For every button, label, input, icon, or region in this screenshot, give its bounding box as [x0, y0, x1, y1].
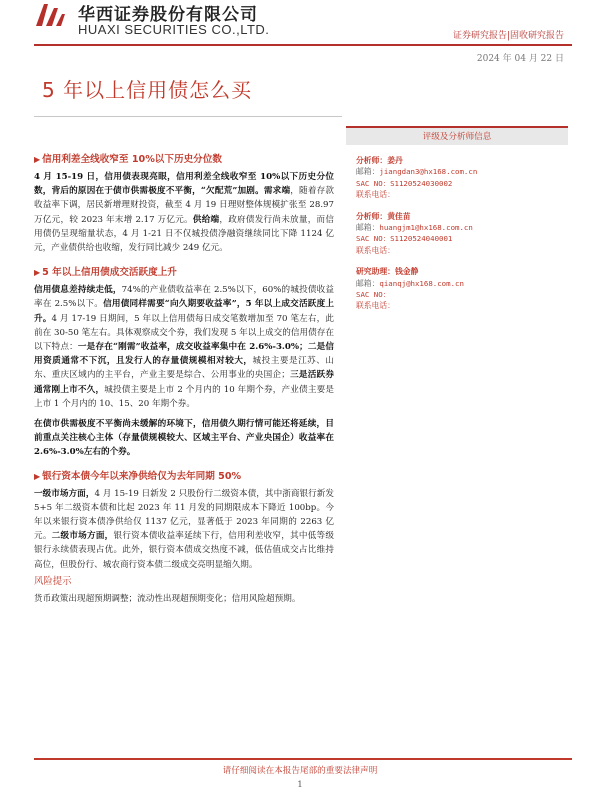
analyst-sac: SAC NO：	[356, 290, 391, 300]
analyst-card: 分析师：黄佳苗 邮箱：huangjm1@hx168.com.cn SAC NO：S1120524040001 联系电话：	[356, 211, 568, 257]
analyst-email[interactable]: huangjm1@hx168.com.cn	[379, 223, 473, 233]
analyst-card: 研究助理：钱金静 邮箱：qianqj@hx168.com.cn SAC NO： 联系电话：	[356, 266, 568, 312]
report-date: 2024 年 04 月 22 日	[476, 54, 564, 64]
section-heading: ▶ 银行资本债今年以来净供给仅为去年同期 50%	[34, 470, 242, 482]
risk-paragraph: 货币政策出现超预期调整；流动性出现超预期变化；信用风险超预期。	[34, 594, 301, 605]
analyst-email[interactable]: jiangdan3@hx168.com.cn	[379, 167, 478, 177]
header-divider	[34, 44, 572, 46]
analyst-phone: 联系电话：	[356, 245, 395, 255]
section-heading: ▶ 信用利差全线收窄至 10%以下历史分位数	[34, 154, 222, 165]
page-number: 1	[297, 780, 303, 790]
analyst-sidebar	[346, 126, 568, 312]
analyst-name: 黄佳苗	[387, 211, 411, 221]
company-name-cn: 华西证券股份有限公司	[78, 5, 258, 25]
section-heading: ▶ 5 年以上信用债成交活跃度上升	[34, 267, 177, 279]
triangle-bullet-icon: ▶	[34, 155, 41, 164]
main-content	[34, 130, 334, 606]
section-paragraph: 一级市场方面，4 月 15-19 日新发 2 只股份行二级资本债，其中浙商银行新发 5+5 年二级资本债和比起 2023 年 11 月发的同期限成本下降近 100bp。今年以来银行资本债净供给仅 1137 亿元，显著低于 2023 年同期的 2263 亿元。二级市场方面，银行资本债收益率延续下行，信用利差收窄，其中低等级银行永续债表现占优。此外，银行资本债成交热度不减，低估值成交占比维持高位，但股份行、城农商行资本债二级成交亮明显缩久期。	[34, 488, 334, 570]
analyst-sac: SAC NO：S1120524030002	[356, 178, 453, 188]
title-divider	[34, 116, 342, 117]
analyst-phone: 联系电话：	[356, 301, 395, 311]
analyst-sac: SAC NO：S1120524040001	[356, 234, 453, 244]
triangle-bullet-icon: ▶	[34, 268, 41, 278]
analyst-name: 姜丹	[387, 156, 403, 165]
company-name-en: HUAXI SECURITIES CO.,LTD.	[78, 22, 270, 37]
analyst-name: 钱金静	[394, 267, 419, 277]
analyst-email[interactable]: qianqj@hx168.com.cn	[379, 278, 464, 288]
section-paragraph: 4 月 15-19 日，信用债表现亮眼，信用利差全线收窄至 10%以下历史分位数，背后的原因在于债市供需极度不平衡，“欠配荒”加剧。需求端，随着存款收益率下调，居民新增理财投资，截至 4 月 19 日理财整体规模扩张至 28.97 万亿元，较 2023 年末增 2.17 万亿元。供给端，政府债发行尚未放量，而信用债仍呈现缩量状态，4 月 1-21 日不仅城投债净融资继续同比下降 1124 亿元，产业债供给也收缩，发行同比减少 249 亿元。	[34, 172, 334, 254]
section-paragraph: 在债市供需极度不平衡尚未缓解的环境下，信用债久期行情可能还将延续，目前重点关注核心主体（存量债规模较大、区域主平台、产业央国企）收益率在 2.6%-3.0%左右的个券。	[34, 419, 334, 458]
risk-heading: 风险提示	[34, 575, 72, 587]
footer-divider	[34, 758, 572, 760]
triangle-bullet-icon: ▶	[34, 471, 41, 481]
huaxi-logo-icon	[34, 2, 66, 28]
analyst-phone: 联系电话：	[356, 190, 395, 200]
section-paragraph: 信用债息差持续走低，74%的产业债收益率在 2.5%以下，60%的城投债收益率在 2.5%以下。信用债同样需要“向久期要收益率”，5 年以上成交活跃度上升。4 月 17-19 日期间，5 年以上信用债每日成交笔数增加至 70 笔左右，此前在 30-50 笔左右。具体观察成交个券，我们发现 5 年以上成交的信用债存在以下特点：一是存在“刚需”收益率，成交收益率集中在 2.6%-3.0%；二是信用资质通常不下沉，且发行人的存量债规模相对较大，城投主要是江苏、山东、重庆区域内的主平台，产业主要是综合、公用事业的央国企；三是活跃券通常刚上市不久，城投债主要是上市 2 个月内的 10 年期个券，产业债主要是上市 1 个月内的 10、15、20 年期个券。	[34, 285, 334, 409]
report-type: 证券研究报告|固收研究报告	[452, 31, 564, 41]
legal-disclaimer[interactable]: 请仔细阅读在本报告尾部的重要法律声明	[222, 766, 378, 776]
analyst-card: 分析师：姜丹 邮箱：jiangdan3@hx168.com.cn SAC NO：S1120524030002 联系电话：	[356, 155, 568, 201]
report-title: 5 年以上信用债怎么买	[42, 78, 253, 102]
sidebar-heading: 评级及分析师信息	[346, 126, 568, 145]
